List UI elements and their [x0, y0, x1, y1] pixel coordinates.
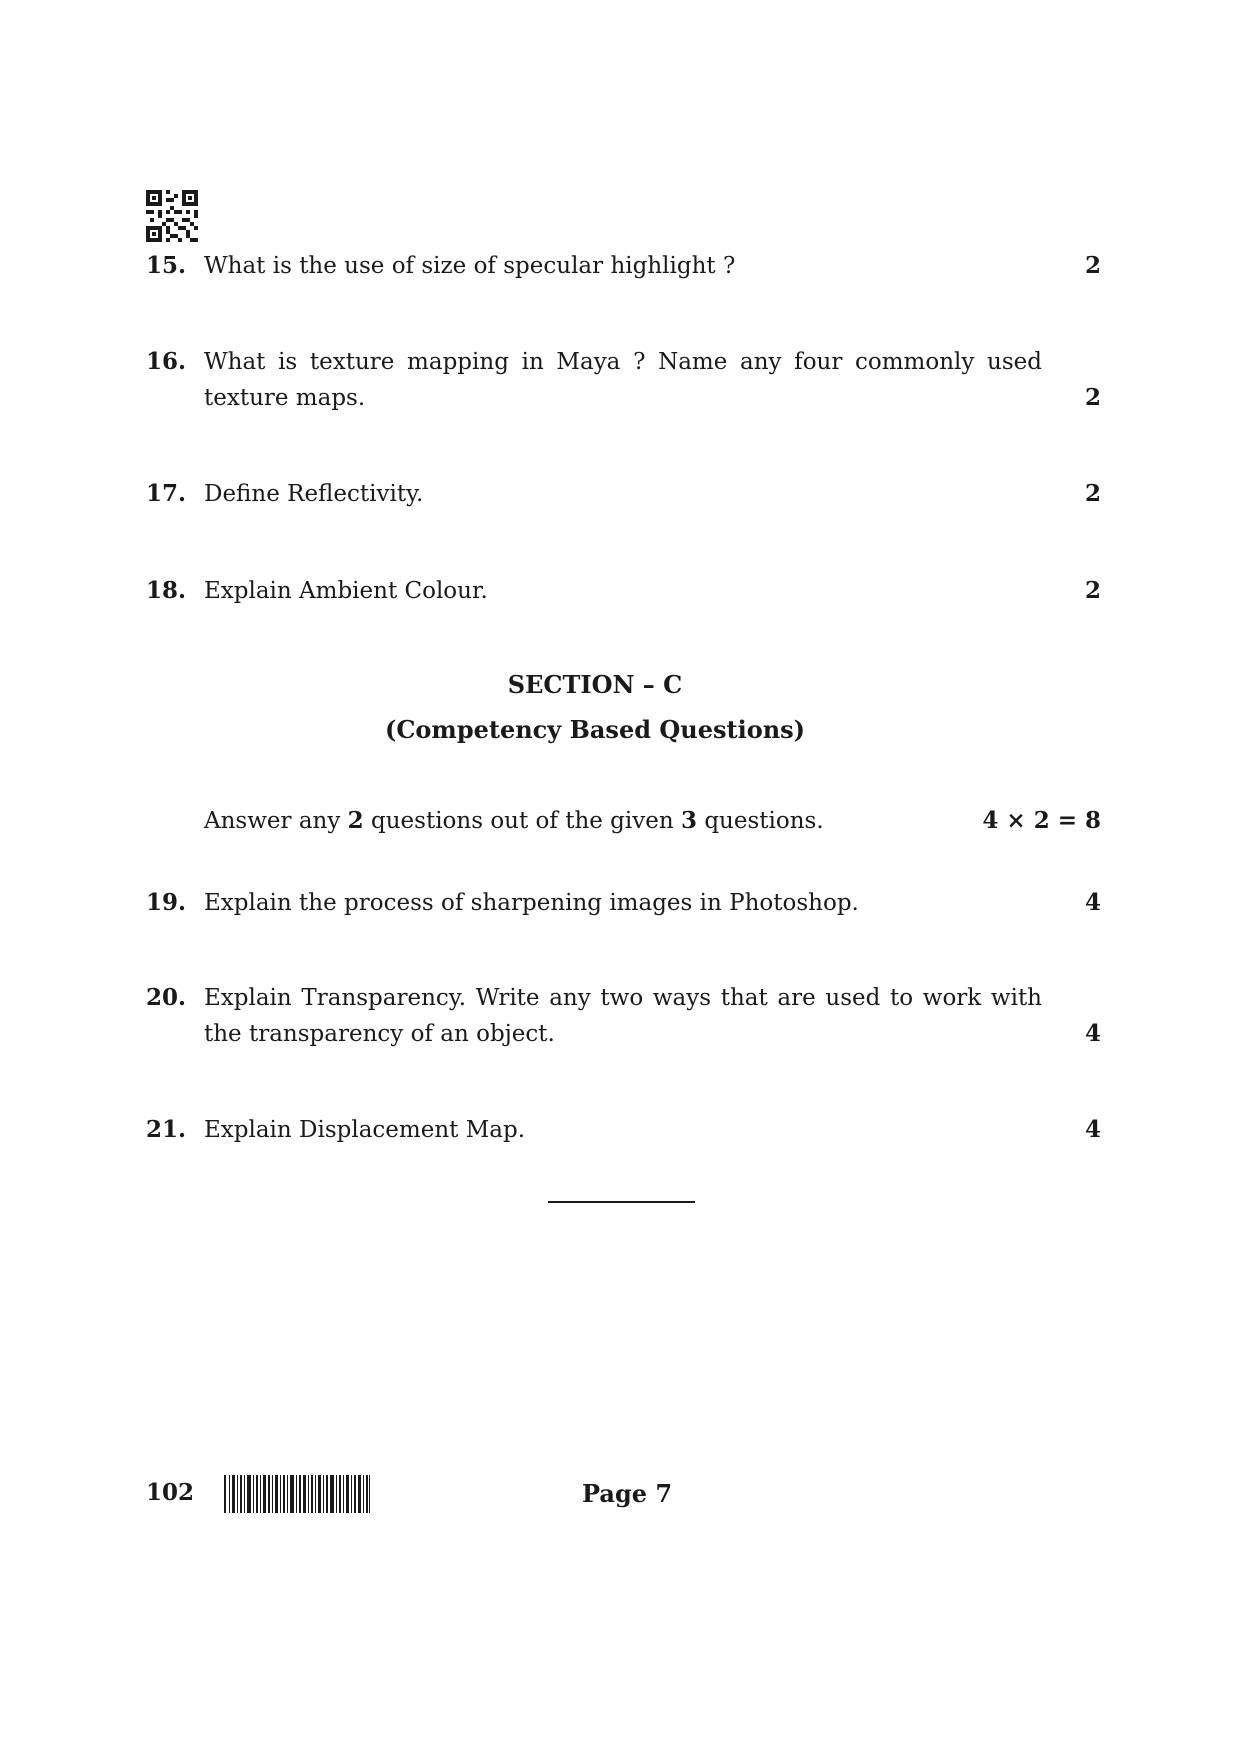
question-marks: 4: [1084, 889, 1101, 916]
section-subtitle: (Competency Based Questions): [384, 715, 806, 744]
question-marks: 2: [1084, 384, 1101, 411]
question-text: Explain the process of sharpening images in Photoshop.: [204, 890, 859, 916]
question-number: 17.: [146, 480, 187, 507]
question-number: 15.: [146, 252, 187, 279]
end-divider: [548, 1201, 695, 1203]
question-number: 19.: [146, 889, 187, 916]
question-marks: 4: [1084, 1020, 1101, 1047]
paper-code: 102: [146, 1479, 195, 1506]
question-number: 16.: [146, 348, 187, 375]
question-text: Define Reflectivity.: [204, 481, 424, 507]
question-text: Explain Ambient Colour.: [204, 578, 488, 604]
page-number: Page 7: [582, 1479, 673, 1508]
question-text: Explain Displacement Map.: [204, 1117, 526, 1143]
barcode-icon: [224, 1475, 370, 1513]
question-marks: 2: [1084, 577, 1101, 604]
section-instruction: Answer any 2 questions out of the given 3 questions.: [204, 807, 824, 834]
question-text: What is the use of size of specular highlight ?: [204, 253, 736, 279]
question-marks: 4: [1084, 1116, 1101, 1143]
question-number: 21.: [146, 1116, 187, 1143]
question-text: What is texture mapping in Maya ? Name any four commonly used texture maps.: [204, 349, 1042, 411]
question-text: Explain Transparency. Write any two ways that are used to work with the transparency of an object.: [204, 985, 1042, 1047]
question-marks: 2: [1084, 252, 1101, 279]
question-number: 18.: [146, 577, 187, 604]
question-marks: 2: [1084, 480, 1101, 507]
qr-code-icon: [146, 190, 198, 242]
question-number: 20.: [146, 984, 187, 1011]
section-title: SECTION – C: [507, 670, 683, 699]
section-marks: 4 × 2 = 8: [982, 807, 1101, 834]
